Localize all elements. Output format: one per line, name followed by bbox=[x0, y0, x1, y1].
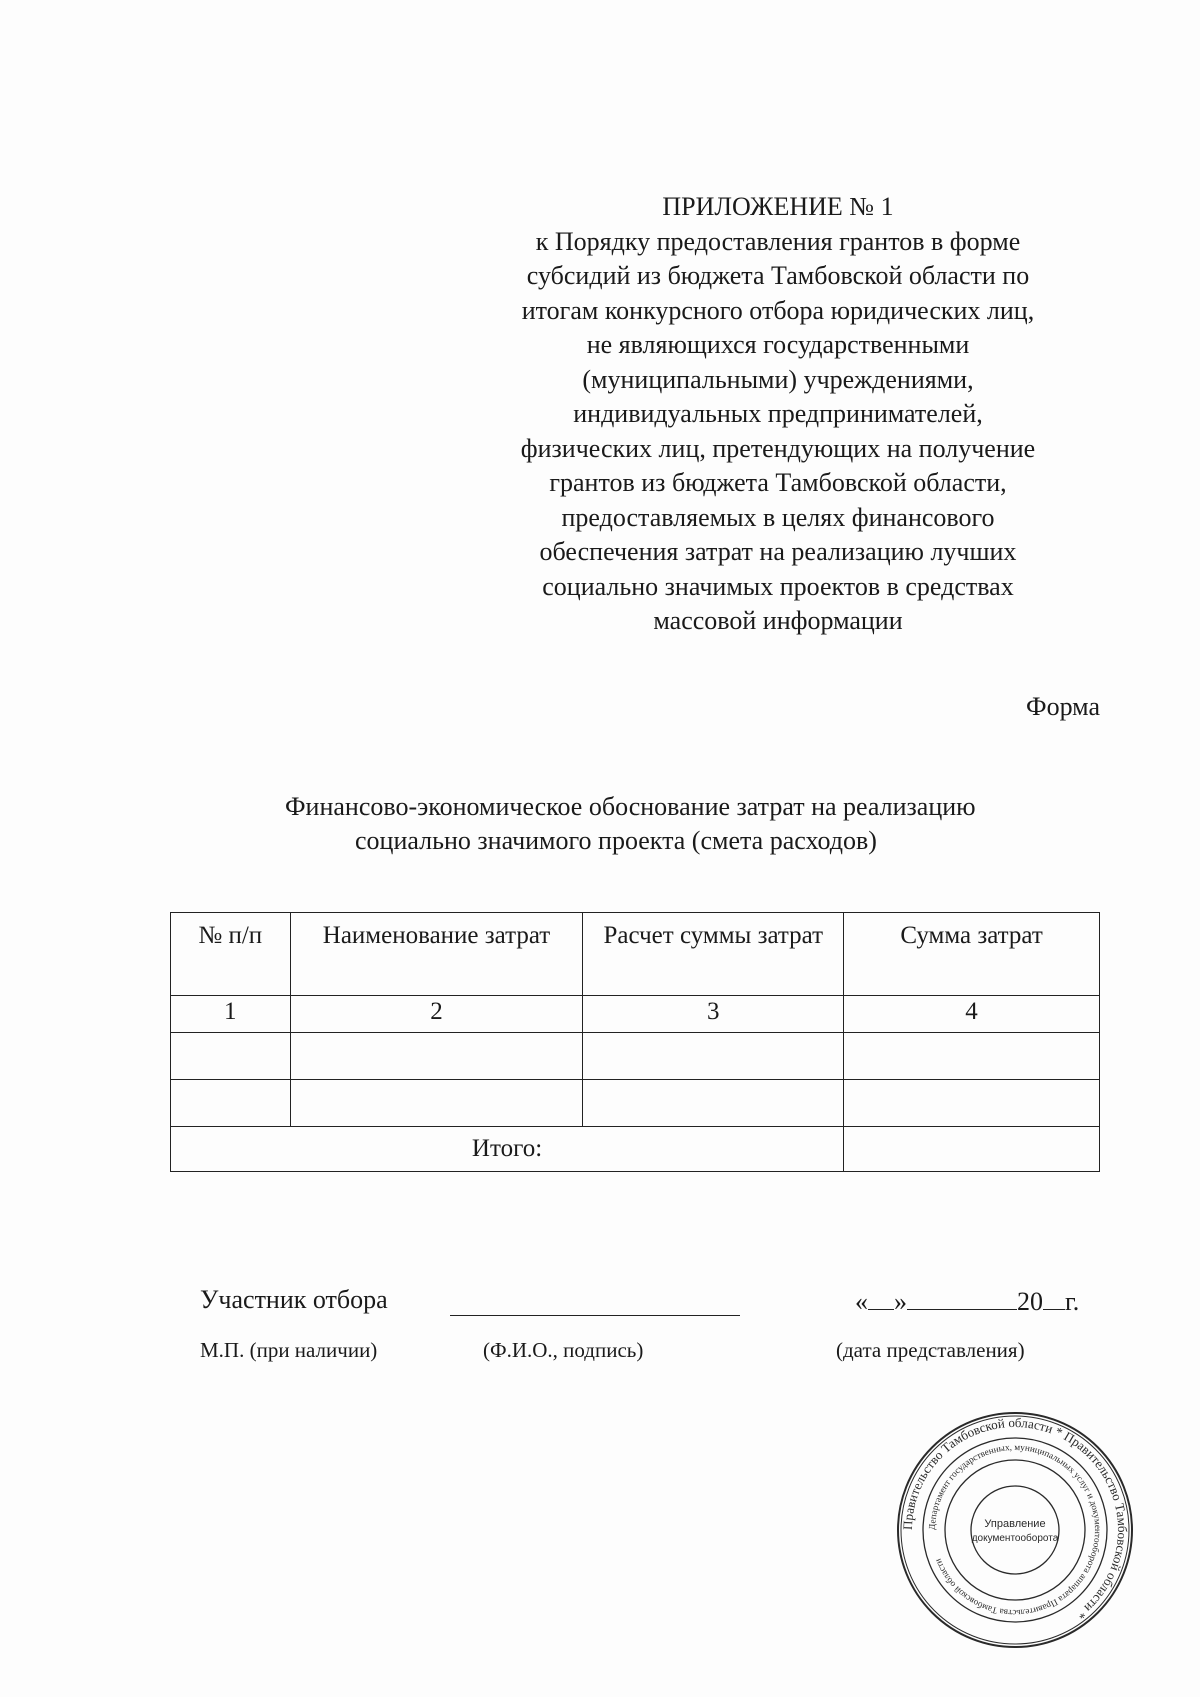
seal-center-line1: Управление bbox=[984, 1518, 1046, 1530]
year-blank bbox=[1043, 1285, 1065, 1310]
column-number: 1 bbox=[171, 996, 291, 1033]
total-row bbox=[171, 1127, 1100, 1172]
participant-label: Участник отбора bbox=[200, 1285, 388, 1314]
header-number: № п/п bbox=[171, 913, 291, 996]
signature-line bbox=[450, 1315, 740, 1316]
column-number: 4 bbox=[844, 996, 1100, 1033]
year-prefix: 20 bbox=[1017, 1287, 1043, 1316]
appendix-line: обеспечения затрат на реализацию лучших bbox=[539, 537, 1017, 566]
year-suffix: г. bbox=[1065, 1287, 1080, 1316]
table-cell bbox=[583, 1033, 844, 1080]
appendix-line: предоставляемых в целях финансового bbox=[561, 502, 995, 532]
date-caption: (дата представления) bbox=[836, 1338, 1025, 1362]
column-number-row bbox=[171, 996, 1100, 1033]
table-row bbox=[171, 1033, 1100, 1080]
table-cell bbox=[844, 1033, 1100, 1080]
seal-inner-circle bbox=[945, 1460, 1085, 1600]
table-header-row bbox=[171, 913, 1100, 996]
appendix-line: массовой информации bbox=[653, 606, 903, 635]
appendix-line: к Порядку предоставления грантов в форме bbox=[535, 226, 1021, 256]
table-cell bbox=[171, 1080, 291, 1127]
appendix-line: физических лиц, претендующих на получение bbox=[520, 433, 1036, 463]
appendix-line: итогам конкурсного отбора юридических лиц, bbox=[521, 295, 1035, 325]
column-number: 3 bbox=[583, 996, 844, 1033]
seal-center-circle bbox=[971, 1486, 1059, 1574]
appendix-header bbox=[478, 190, 1078, 639]
signature-row bbox=[200, 1285, 1100, 1325]
table-cell bbox=[290, 1080, 583, 1127]
official-seal bbox=[895, 1410, 1135, 1650]
stamp-caption: М.П. (при наличии) bbox=[200, 1338, 378, 1362]
table-row bbox=[171, 1080, 1100, 1127]
document-title-line: социально значимого проекта (смета расходов) bbox=[355, 826, 877, 855]
column-number: 2 bbox=[290, 996, 583, 1033]
seal-center-line2: документооборота bbox=[971, 1533, 1059, 1544]
date-close-quote: » bbox=[894, 1287, 907, 1316]
total-label: Итого: bbox=[171, 1127, 844, 1172]
date-open-quote: « bbox=[855, 1287, 868, 1316]
table-cell bbox=[583, 1080, 844, 1127]
seal-inner-text: Департамент государственных, муниципальных услуг и документооборота аппарата Правительства Тамбовской области bbox=[926, 1441, 1104, 1619]
document-title bbox=[250, 790, 1080, 858]
appendix-line: индивидуальных предпринимателей, bbox=[573, 399, 983, 428]
appendix-line: не являющихся государственными bbox=[586, 330, 970, 359]
table-cell bbox=[844, 1080, 1100, 1127]
cost-estimate-table bbox=[170, 912, 1100, 1172]
appendix-line: субсидий из бюджета Тамбовской области по bbox=[526, 261, 1030, 290]
table-cell bbox=[290, 1033, 583, 1080]
day-blank bbox=[868, 1285, 894, 1310]
header-cost-name: Наименование затрат bbox=[290, 913, 583, 996]
header-cost-sum: Сумма затрат bbox=[844, 913, 1100, 996]
signature-caption: (Ф.И.О., подпись) bbox=[483, 1338, 644, 1362]
form-label: Форма bbox=[1026, 692, 1100, 721]
appendix-title: ПРИЛОЖЕНИЕ № 1 bbox=[662, 192, 894, 221]
month-blank bbox=[907, 1285, 1017, 1310]
appendix-line: (муниципальными) учреждениями, bbox=[582, 364, 974, 394]
appendix-line: грантов из бюджета Тамбовской области, bbox=[549, 468, 1007, 497]
header-cost-calculation: Расчет суммы затрат bbox=[583, 913, 844, 996]
appendix-line: социально значимых проектов в средствах bbox=[542, 571, 1014, 601]
table-cell bbox=[171, 1033, 291, 1080]
total-value-cell bbox=[844, 1127, 1100, 1172]
date-field bbox=[855, 1285, 1079, 1317]
seal-outer-text: Правительство Тамбовской области * Правительство Тамбовской области * bbox=[899, 1414, 1131, 1623]
document-title-line: Финансово-экономическое обоснование затрат на реализацию bbox=[285, 792, 976, 821]
seal-middle-circle bbox=[923, 1438, 1107, 1622]
